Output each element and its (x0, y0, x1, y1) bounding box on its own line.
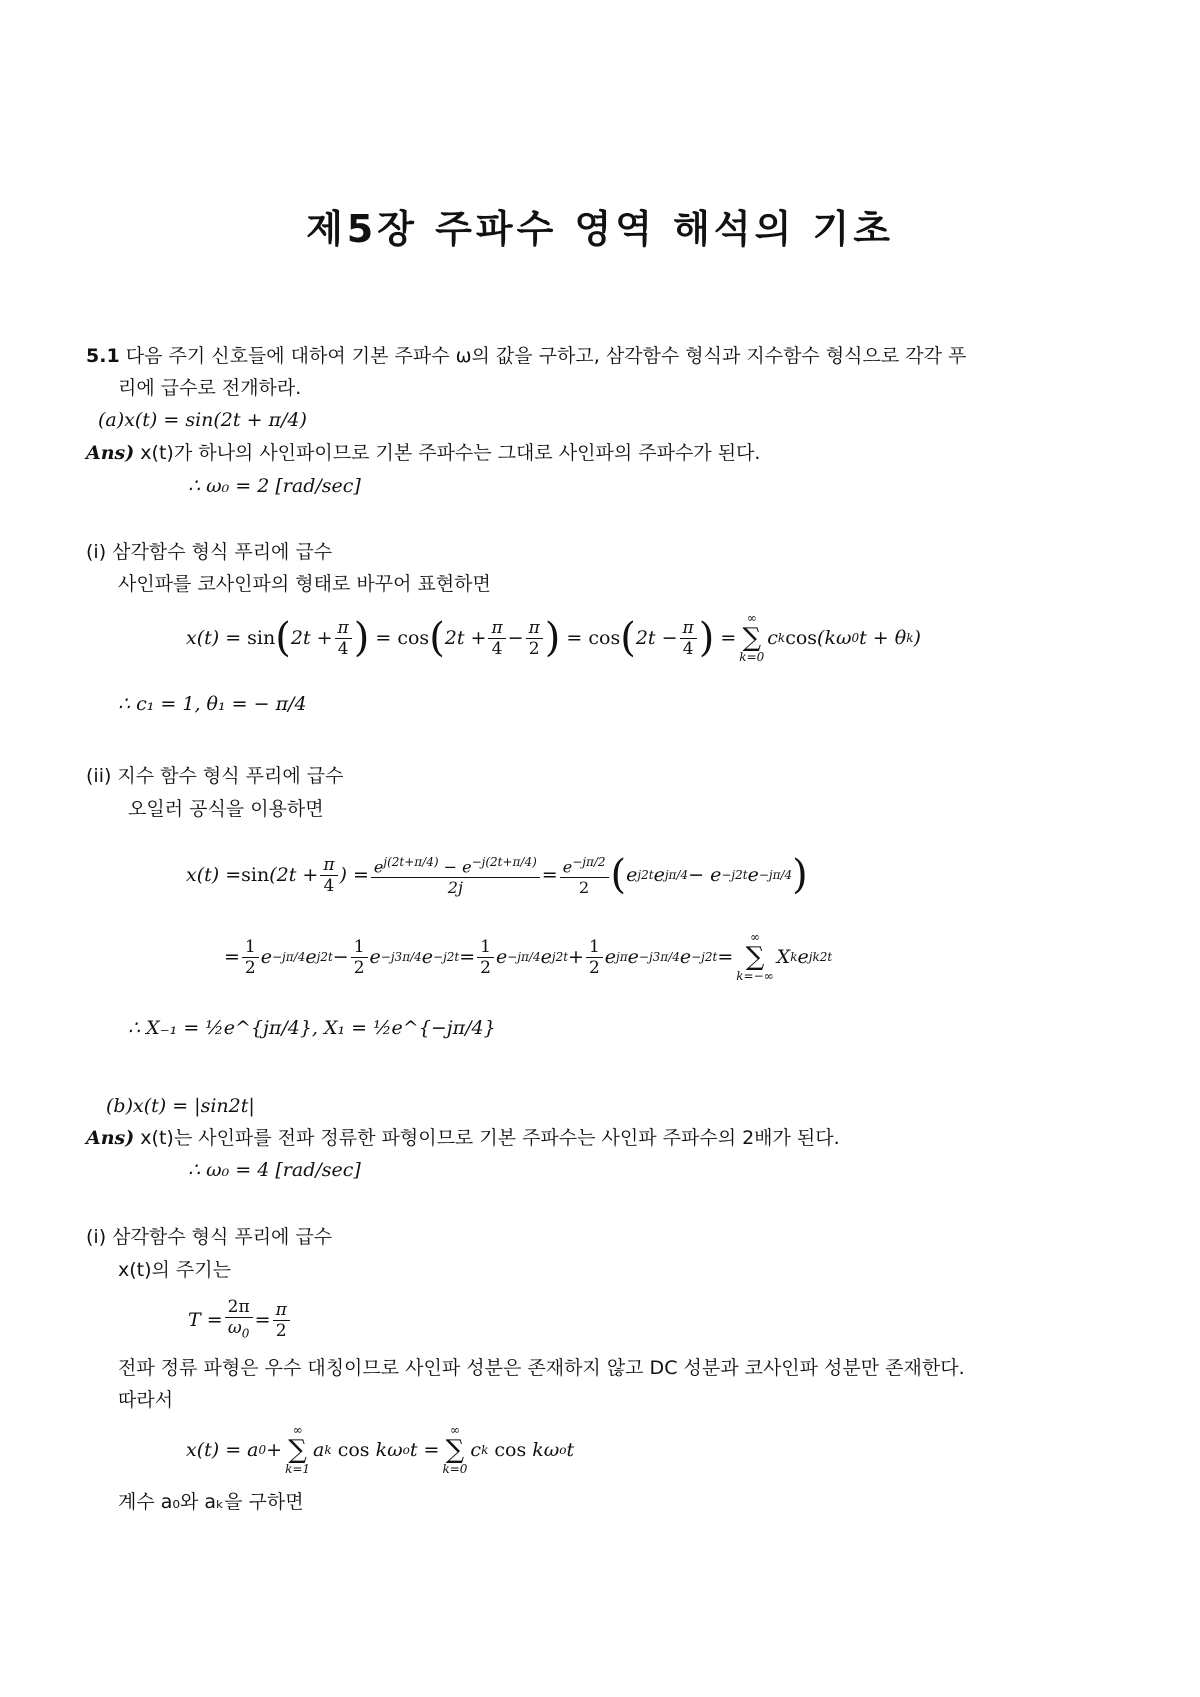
equation-trig-form: x(t) = sin ( 2t + $\frac{\pi}{4}$ ) = cos ( 2t + $\frac{\pi}{4}$ − $\frac{\pi}{2}$ ) = cos ( 2t − $\frac{\pi}{4}$ ) = ∞ ∑ k=0 c k cos (kω 0 t + θ k ) (186, 611, 921, 664)
part-b-period-text: x(t)의 주기는 (118, 1259, 231, 1281)
part-b-omega: ∴ ω₀ = 4 [rad/sec] (188, 1159, 361, 1181)
equation-cosine-series: x(t) = a 0 + ∞ ∑ k=1 a k cos kω o t = ∞ ∑ k=0 c k cos kω o t (186, 1423, 575, 1476)
page-title: 제5장 주파수 영역 해석의 기초 (306, 207, 894, 251)
part-b-answer (86, 1126, 840, 1150)
equation-euler-2: = $\frac{1}{2}$ e −jπ/4 e j2t − $\frac{1}{2}$ e −j3π/4 e −j2t = $\frac{1}{2}$ e −jπ/4 e j2t + $\frac{1}{2}$ e jπ e −j3π/4 e −j2t = ∞ ∑ k=−∞ X k e jk2t (224, 930, 833, 983)
part-a-sec-i-result: ∴ c₁ = 1, θ₁ = − π/4 (118, 693, 307, 715)
equation-euler-1: x(t) = sin (2t + $\frac{\pi}{4}$ ) = $\frac{e^{j(2t+\pi/4)} - e^{-j(2t+\pi/4)}}{2j}$ = $\frac{e^{-j\pi/2}}{2}$ ( e j2t e jπ/4 − e −j2t e −jπ/4 ) (186, 852, 808, 898)
part-b-sec-i-heading: (i) 삼각함수 형식 푸리에 급수 (86, 1226, 333, 1248)
part-a-answer (86, 441, 760, 465)
ans-text-b: x(t)는 사인파를 전파 정류한 파형이므로 기본 주파수는 사인파 주파수의 2배가 된다. (140, 1127, 840, 1149)
part-a-sec-i-heading: (i) 삼각함수 형식 푸리에 급수 (86, 541, 333, 563)
problem-text-1: 다음 주기 신호들에 대하여 기본 주파수 ω의 값을 구하고, 삼각함수 형식과 지수함수 형식으로 각각 푸 (125, 345, 967, 367)
part-b-statement: (b)x(t) = |sin2t| (106, 1095, 255, 1117)
part-a-statement: (a)x(t) = sin(2t + π/4) (98, 409, 307, 431)
ans-label-b: Ans) (86, 1127, 135, 1149)
part-b-therefore: 따라서 (118, 1389, 174, 1411)
part-a-sec-ii-text: 오일러 공식을 이용하면 (128, 798, 324, 820)
part-a-omega: ∴ ω₀ = 2 [rad/sec] (188, 475, 361, 497)
equation-period: T = $\frac{2\pi}{\omega_0}$ = $\frac{\pi}{2}$ (188, 1292, 292, 1348)
problem-text-2: 리에 급수로 전개하라. (118, 377, 302, 399)
ans-text: x(t)가 하나의 사인파이므로 기본 주파수는 그대로 사인파의 주파수가 된다. (140, 442, 761, 464)
part-b-symmetry-text: 전파 정류 파형은 우수 대칭이므로 사인파 성분은 존재하지 않고 DC 성분과 코사인파 성분만 존재한다. (118, 1357, 965, 1379)
problem-number: 5.1 (86, 345, 120, 367)
part-a-sec-ii-heading: (ii) 지수 함수 형식 푸리에 급수 (86, 765, 344, 787)
part-b-coef-text: 계수 a₀와 aₖ을 구하면 (118, 1491, 304, 1513)
ans-label: Ans) (86, 442, 135, 464)
part-a-sec-ii-result: ∴ X₋₁ = ½e^{jπ/4}, X₁ = ½e^{−jπ/4} (128, 1017, 496, 1039)
problem-line-1 (86, 344, 966, 368)
part-a-sec-i-text: 사인파를 코사인파의 형태로 바꾸어 표현하면 (118, 573, 491, 595)
